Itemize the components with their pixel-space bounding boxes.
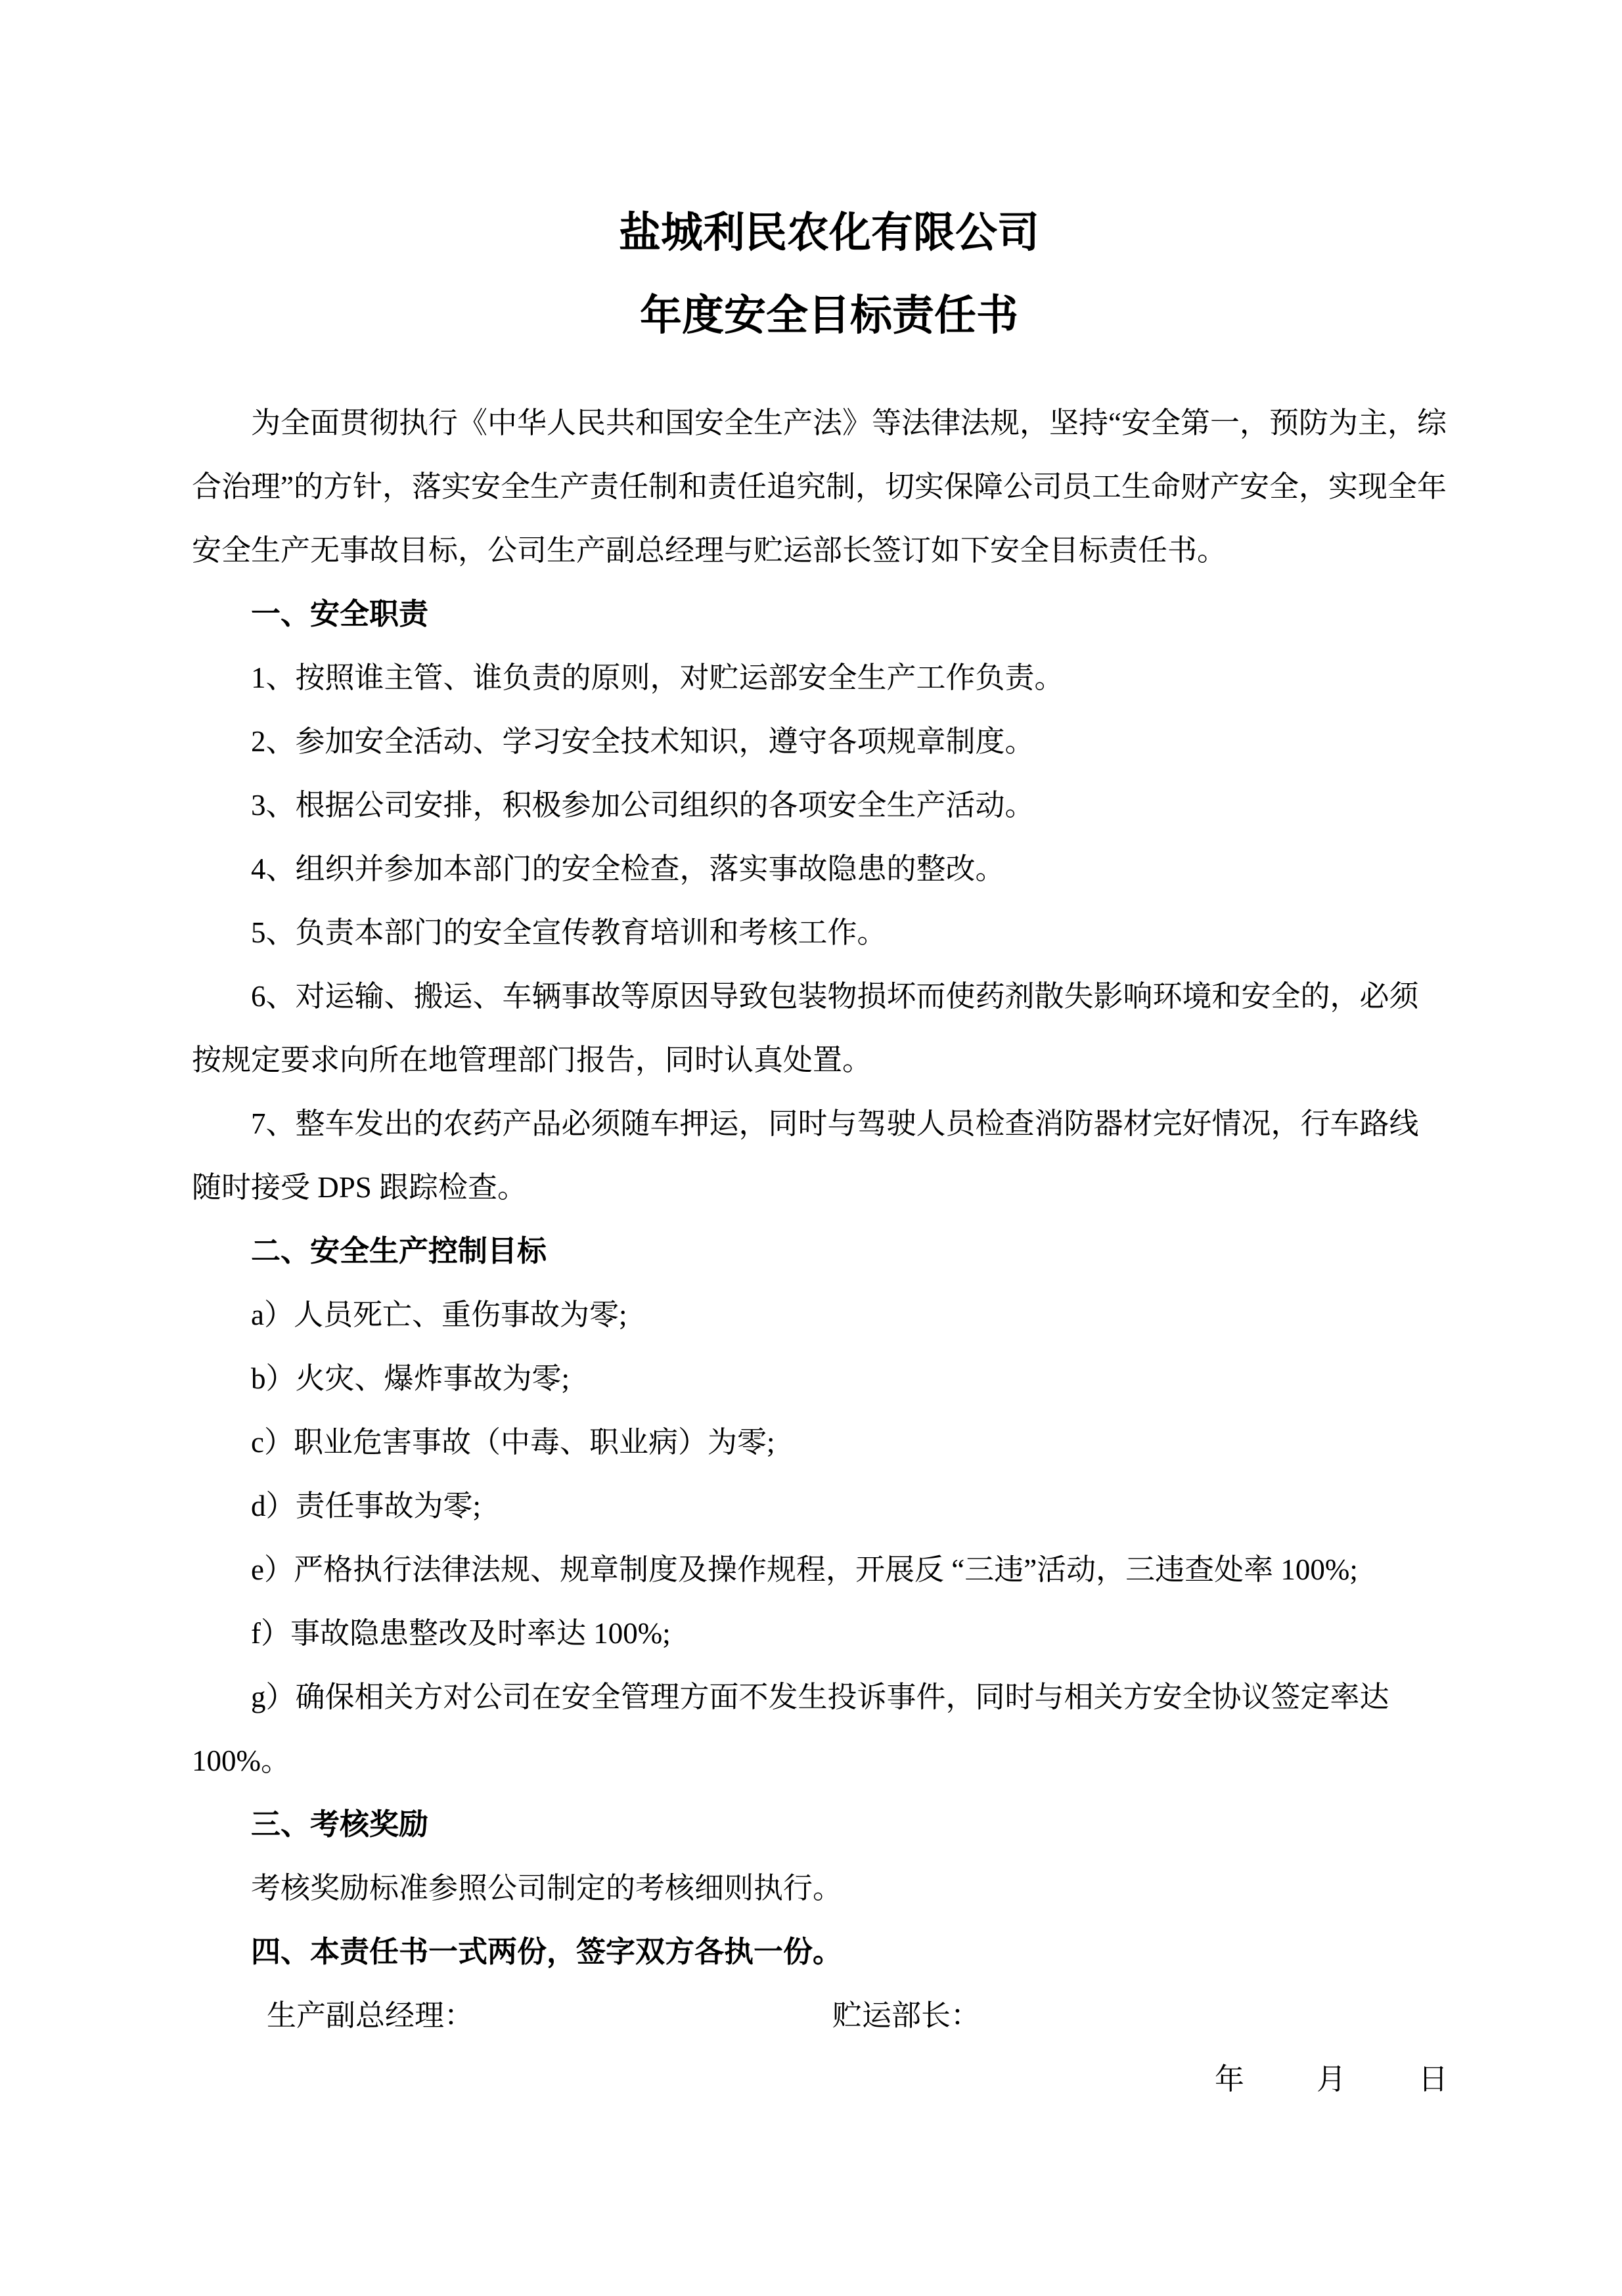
- section-1-item-6-line-1: 6、对运输、搬运、车辆事故等原因导致包装物损坏而使药剂散失影响环境和安全的，必须: [251, 980, 1419, 1013]
- section-2-item-g-line-2: 100%。: [192, 1744, 290, 1777]
- date-year-label: 年: [1215, 2063, 1245, 2096]
- date-month-label: 月: [1317, 2063, 1347, 2096]
- section-4-heading: 四、本责任书一式两份，签字双方各执一份。: [251, 1935, 843, 1968]
- section-1-item-4: 4、组织并参加本部门的安全检查，落实事故隐患的整改。: [251, 852, 1005, 885]
- document-content: [192, 0, 1466, 2111]
- signature-label-production-deputy-gm: 生产副总经理：: [267, 1999, 474, 2032]
- date-line: [192, 2048, 1466, 2111]
- section-1-item-5: 5、负责本部门的安全宣传教育培训和考核工作。: [251, 916, 887, 949]
- section-3-heading: 三、考核奖励: [251, 1808, 429, 1841]
- section-1-item-6-line-2: 按规定要求向所在地管理部门报告，同时认真处置。: [192, 1044, 872, 1076]
- section-3-body: 考核奖励标准参照公司制定的考核细则执行。: [251, 1872, 843, 1905]
- section-2-heading: 二、安全生产控制目标: [251, 1235, 547, 1268]
- document-title: 年度安全目标责任书: [640, 292, 1018, 339]
- section-2-item-d: d）责任事故为零;: [251, 1490, 482, 1522]
- section-1-item-1: 1、按照谁主管、谁负责的原则，对贮运部安全生产工作负责。: [251, 661, 1064, 694]
- intro-line-2: 合治理”的方针，落实安全生产责任制和责任追究制，切实保障公司员工生命财产安全，实现全年: [192, 470, 1447, 503]
- section-2-item-e: e）严格执行法律法规、规章制度及操作规程，开展反 “三违”活动，三违查处率 100%;: [251, 1553, 1358, 1586]
- section-1-heading: 一、安全职责: [251, 598, 429, 630]
- intro-line-1: 为全面贯彻执行《中华人民共和国安全生产法》等法律法规，坚持“安全第一，预防为主，综: [251, 407, 1447, 439]
- intro-line-3: 安全生产无事故目标，公司生产副总经理与贮运部长签订如下安全目标责任书。: [192, 534, 1227, 567]
- date-day-label: 日: [1418, 2063, 1449, 2096]
- signature-row: [192, 1984, 1466, 2048]
- section-2-item-b: b）火灾、爆炸事故为零;: [251, 1362, 570, 1395]
- section-2-item-f: f）事故隐患整改及时率达 100%;: [251, 1617, 671, 1650]
- section-1-item-2: 2、参加安全活动、学习安全技术知识，遵守各项规章制度。: [251, 725, 1035, 758]
- section-2-item-c: c）职业危害事故（中毒、职业病）为零;: [251, 1426, 775, 1459]
- section-1-item-3: 3、根据公司安排，积极参加公司组织的各项安全生产活动。: [251, 789, 1035, 822]
- company-title: 盐城利民农化有限公司: [619, 210, 1039, 256]
- section-2-item-a: a）人员死亡、重伤事故为零;: [251, 1298, 627, 1331]
- document-body: [192, 391, 1466, 2111]
- section-2-item-g-line-1: g）确保相关方对公司在安全管理方面不发生投诉事件，同时与相关方安全协议签定率达: [251, 1681, 1389, 1713]
- section-1-item-7-line-1: 7、整车发出的农药产品必须随车押运，同时与驾驶人员检查消防器材完好情况，行车路线: [251, 1107, 1419, 1140]
- signature-label-storage-transport-chief: 贮运部长：: [832, 1999, 981, 2032]
- section-1-item-7-line-2: 随时接受 DPS 跟踪检查。: [192, 1171, 528, 1204]
